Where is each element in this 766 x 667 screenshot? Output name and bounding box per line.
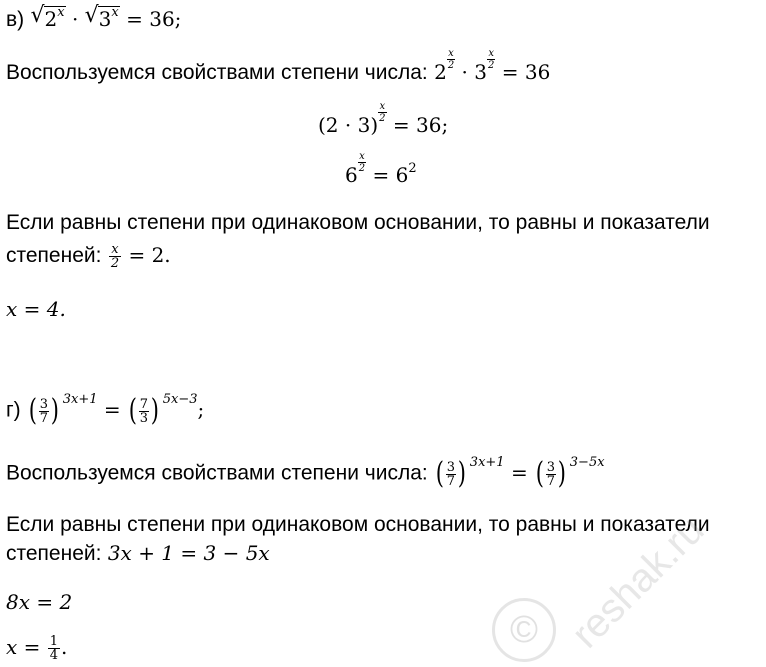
- part-g-label: г): [6, 398, 21, 422]
- part-v-step1-text: Воспользуемся свойствами степени числа:: [6, 61, 428, 84]
- part-v-step1: Воспользуемся свойствами степени числа: 2 $\frac{x}{2}$ · 3 $\frac{x}{2}$ = 36: [6, 48, 551, 84]
- part-g-rule-line2: степеней: 3x + 1 = 3 − 5x: [6, 541, 270, 565]
- sqrt-2: √ 3$^x$: [85, 6, 120, 35]
- part-g-step2: 8x = 2: [6, 590, 73, 614]
- part-v-answer: x = 4.: [6, 297, 66, 321]
- watermark-text: reshak.ru: [563, 507, 713, 657]
- part-g-step1: Воспользуемся свойствами степени числа: ( $\frac{3}{7}$ ) $^{3x+1}$ = ( $\frac{3}{7}$ ) $^{3-5x}$: [6, 454, 605, 491]
- part-g-rule-line1: Если равны степени при одинаковом основании, то равны и показатели: [6, 513, 710, 536]
- part-v-step2: (2 · 3) $\frac{x}{2}$ = 36;: [318, 101, 449, 137]
- part-v-step3: 6 $\frac{x}{2}$ = $6^2$: [345, 151, 417, 187]
- part-v-equation: в) √ 2$^x$ · √ 3$^x$ = 36;: [6, 6, 181, 35]
- part-g-answer: x = $\frac{1}{4}$ .: [6, 634, 68, 663]
- part-v-rule-line1: Если равны степени при одинаковом основании, то равны и показатели: [6, 211, 710, 234]
- part-v-rule-line2: степеней: $\frac{x}{2}$ = 2.: [6, 242, 171, 271]
- part-v-label: в): [6, 8, 25, 31]
- sqrt-1: √ 2$^x$: [31, 6, 66, 35]
- part-g-equation: г) ( $\frac{3}{7}$ ) $^{3x+1}$ = ( $\frac{7}{3}$ ) $^{5x-3}$;: [6, 391, 205, 428]
- watermark-copyright-icon: ©: [492, 598, 556, 662]
